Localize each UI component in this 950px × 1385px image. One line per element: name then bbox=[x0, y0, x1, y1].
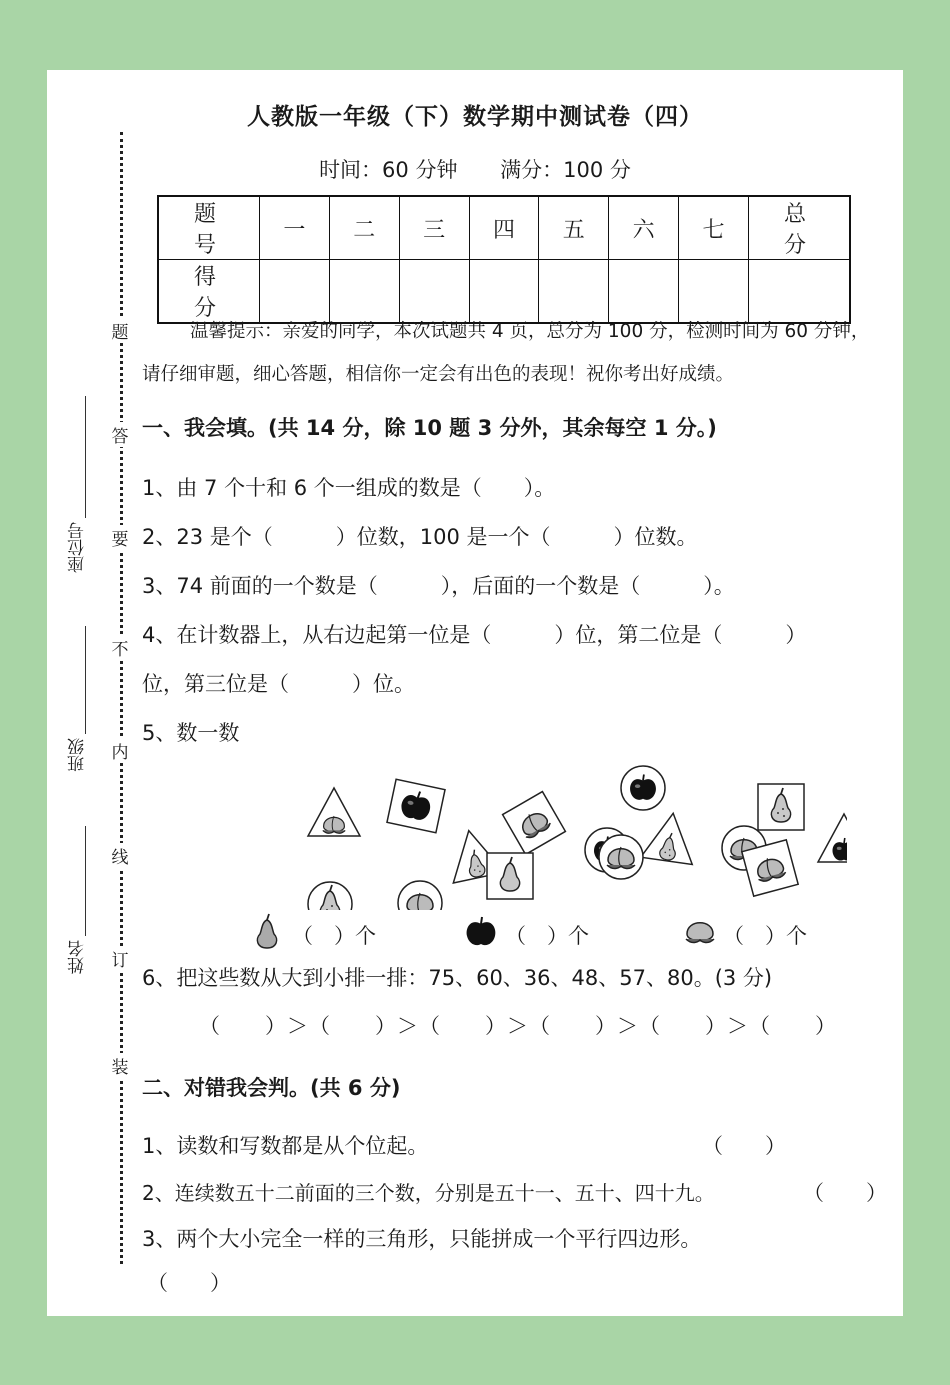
row-label-score: 得 分 bbox=[158, 260, 260, 324]
full-score: 满分：100 分 bbox=[500, 158, 631, 182]
question-1-3: 3、74 前面的一个数是（ ），后面的一个数是（ ）。 bbox=[142, 574, 735, 598]
circle-peach-3 bbox=[599, 835, 643, 879]
binding-char: 内 bbox=[109, 738, 131, 763]
exam-paper bbox=[47, 70, 903, 1316]
exam-subtitle bbox=[47, 154, 903, 184]
name-underline bbox=[85, 826, 86, 936]
question-2-2: 2、连续数五十二前面的三个数，分别是五十一、五十、四十九。 bbox=[142, 1181, 715, 1205]
question-2-3: 3、两个大小完全一样的三角形，只能拼成一个平行四边形。 bbox=[142, 1227, 702, 1251]
seat-underline bbox=[85, 396, 86, 518]
row-label-number: 题 号 bbox=[158, 196, 260, 260]
peach-icon bbox=[683, 917, 717, 947]
question-2-2-bracket[interactable]: （ ） bbox=[803, 1181, 887, 1205]
section1-heading: 一、我会填。(共 14 分，除 10 题 3 分外，其余每空 1 分。) bbox=[142, 416, 717, 440]
binding-dotted-line bbox=[120, 132, 123, 1264]
circle-peach-2 bbox=[398, 881, 442, 910]
question-1-6-answer[interactable]: （ ）＞（ ）＞（ ）＞（ ）＞（ ）＞（ ） bbox=[199, 1014, 837, 1038]
col-4: 四 bbox=[469, 196, 539, 260]
question-1-2: 2、23 是个（ ）位数，100 是一个（ ）位数。 bbox=[142, 525, 698, 549]
circle-pear-1 bbox=[308, 882, 352, 910]
binding-char: 要 bbox=[109, 525, 131, 550]
col-7: 七 bbox=[679, 196, 749, 260]
col-1: 一 bbox=[260, 196, 330, 260]
question-1-1: 1、由 7 个十和 6 个一组成的数是（ ）。 bbox=[142, 476, 556, 500]
tip-text: 温馨提示：亲爱的同学，本次试题共 4 页，总分为 100 分，检测时间为 60 分钟，请仔细审题，细心答题，相信你一定会有出色的表现！祝你考出好成绩。 bbox=[142, 321, 870, 385]
question-2-3-bracket[interactable]: （ ） bbox=[147, 1271, 231, 1295]
section2-heading: 二、对错我会判。(共 6 分) bbox=[142, 1076, 401, 1100]
binding-char: 订 bbox=[109, 946, 131, 971]
binding-char: 题 bbox=[109, 318, 131, 343]
question-1-4-line1: 4、在计数器上，从右边起第一位是（ ）位，第二位是（ ） bbox=[142, 623, 807, 647]
time-limit: 时间：60 分钟 bbox=[319, 158, 458, 182]
binding-char: 装 bbox=[109, 1053, 131, 1078]
square-peach-2 bbox=[742, 840, 798, 896]
pear-count-blank[interactable]: （ ）个 bbox=[292, 924, 376, 948]
binding-char: 答 bbox=[109, 422, 131, 447]
question-2-1: 1、读数和写数都是从个位起。 bbox=[142, 1134, 429, 1158]
name-label: 姓名 bbox=[68, 940, 88, 974]
apple-icon bbox=[465, 915, 497, 949]
col-total: 总 分 bbox=[749, 196, 851, 260]
class-underline bbox=[85, 626, 86, 734]
square-pear-1 bbox=[758, 784, 804, 830]
apple-count-blank[interactable]: （ ）个 bbox=[505, 924, 589, 948]
question-1-5: 5、数一数 bbox=[142, 721, 240, 745]
circle-apple-1 bbox=[621, 766, 665, 810]
exam-title: 人教版一年级（下）数学期中测试卷（四） bbox=[247, 104, 703, 130]
counting-figures-row2 bbox=[477, 830, 857, 925]
question-1-4-line2: 位，第三位是（ ）位。 bbox=[142, 672, 415, 696]
col-3: 三 bbox=[399, 196, 469, 260]
seat-label: 座位号 bbox=[68, 522, 88, 573]
score-table-header-row bbox=[158, 196, 850, 260]
square-apple-1 bbox=[387, 779, 445, 832]
score-table bbox=[157, 195, 851, 324]
binding-char: 不 bbox=[109, 635, 131, 660]
col-5: 五 bbox=[539, 196, 609, 260]
question-2-1-bracket[interactable]: （ ） bbox=[702, 1134, 786, 1158]
square-pear-2 bbox=[487, 853, 533, 899]
peach-count-blank[interactable]: （ ）个 bbox=[723, 924, 807, 948]
question-1-6: 6、把这些数从大到小排一排：75、60、36、48、57、80。(3 分) bbox=[142, 966, 773, 990]
col-2: 二 bbox=[329, 196, 399, 260]
col-6: 六 bbox=[609, 196, 679, 260]
binding-char: 线 bbox=[109, 843, 131, 868]
pear-icon bbox=[252, 913, 282, 949]
triangle-peach-1 bbox=[308, 788, 360, 836]
class-label: 班级 bbox=[68, 738, 88, 772]
